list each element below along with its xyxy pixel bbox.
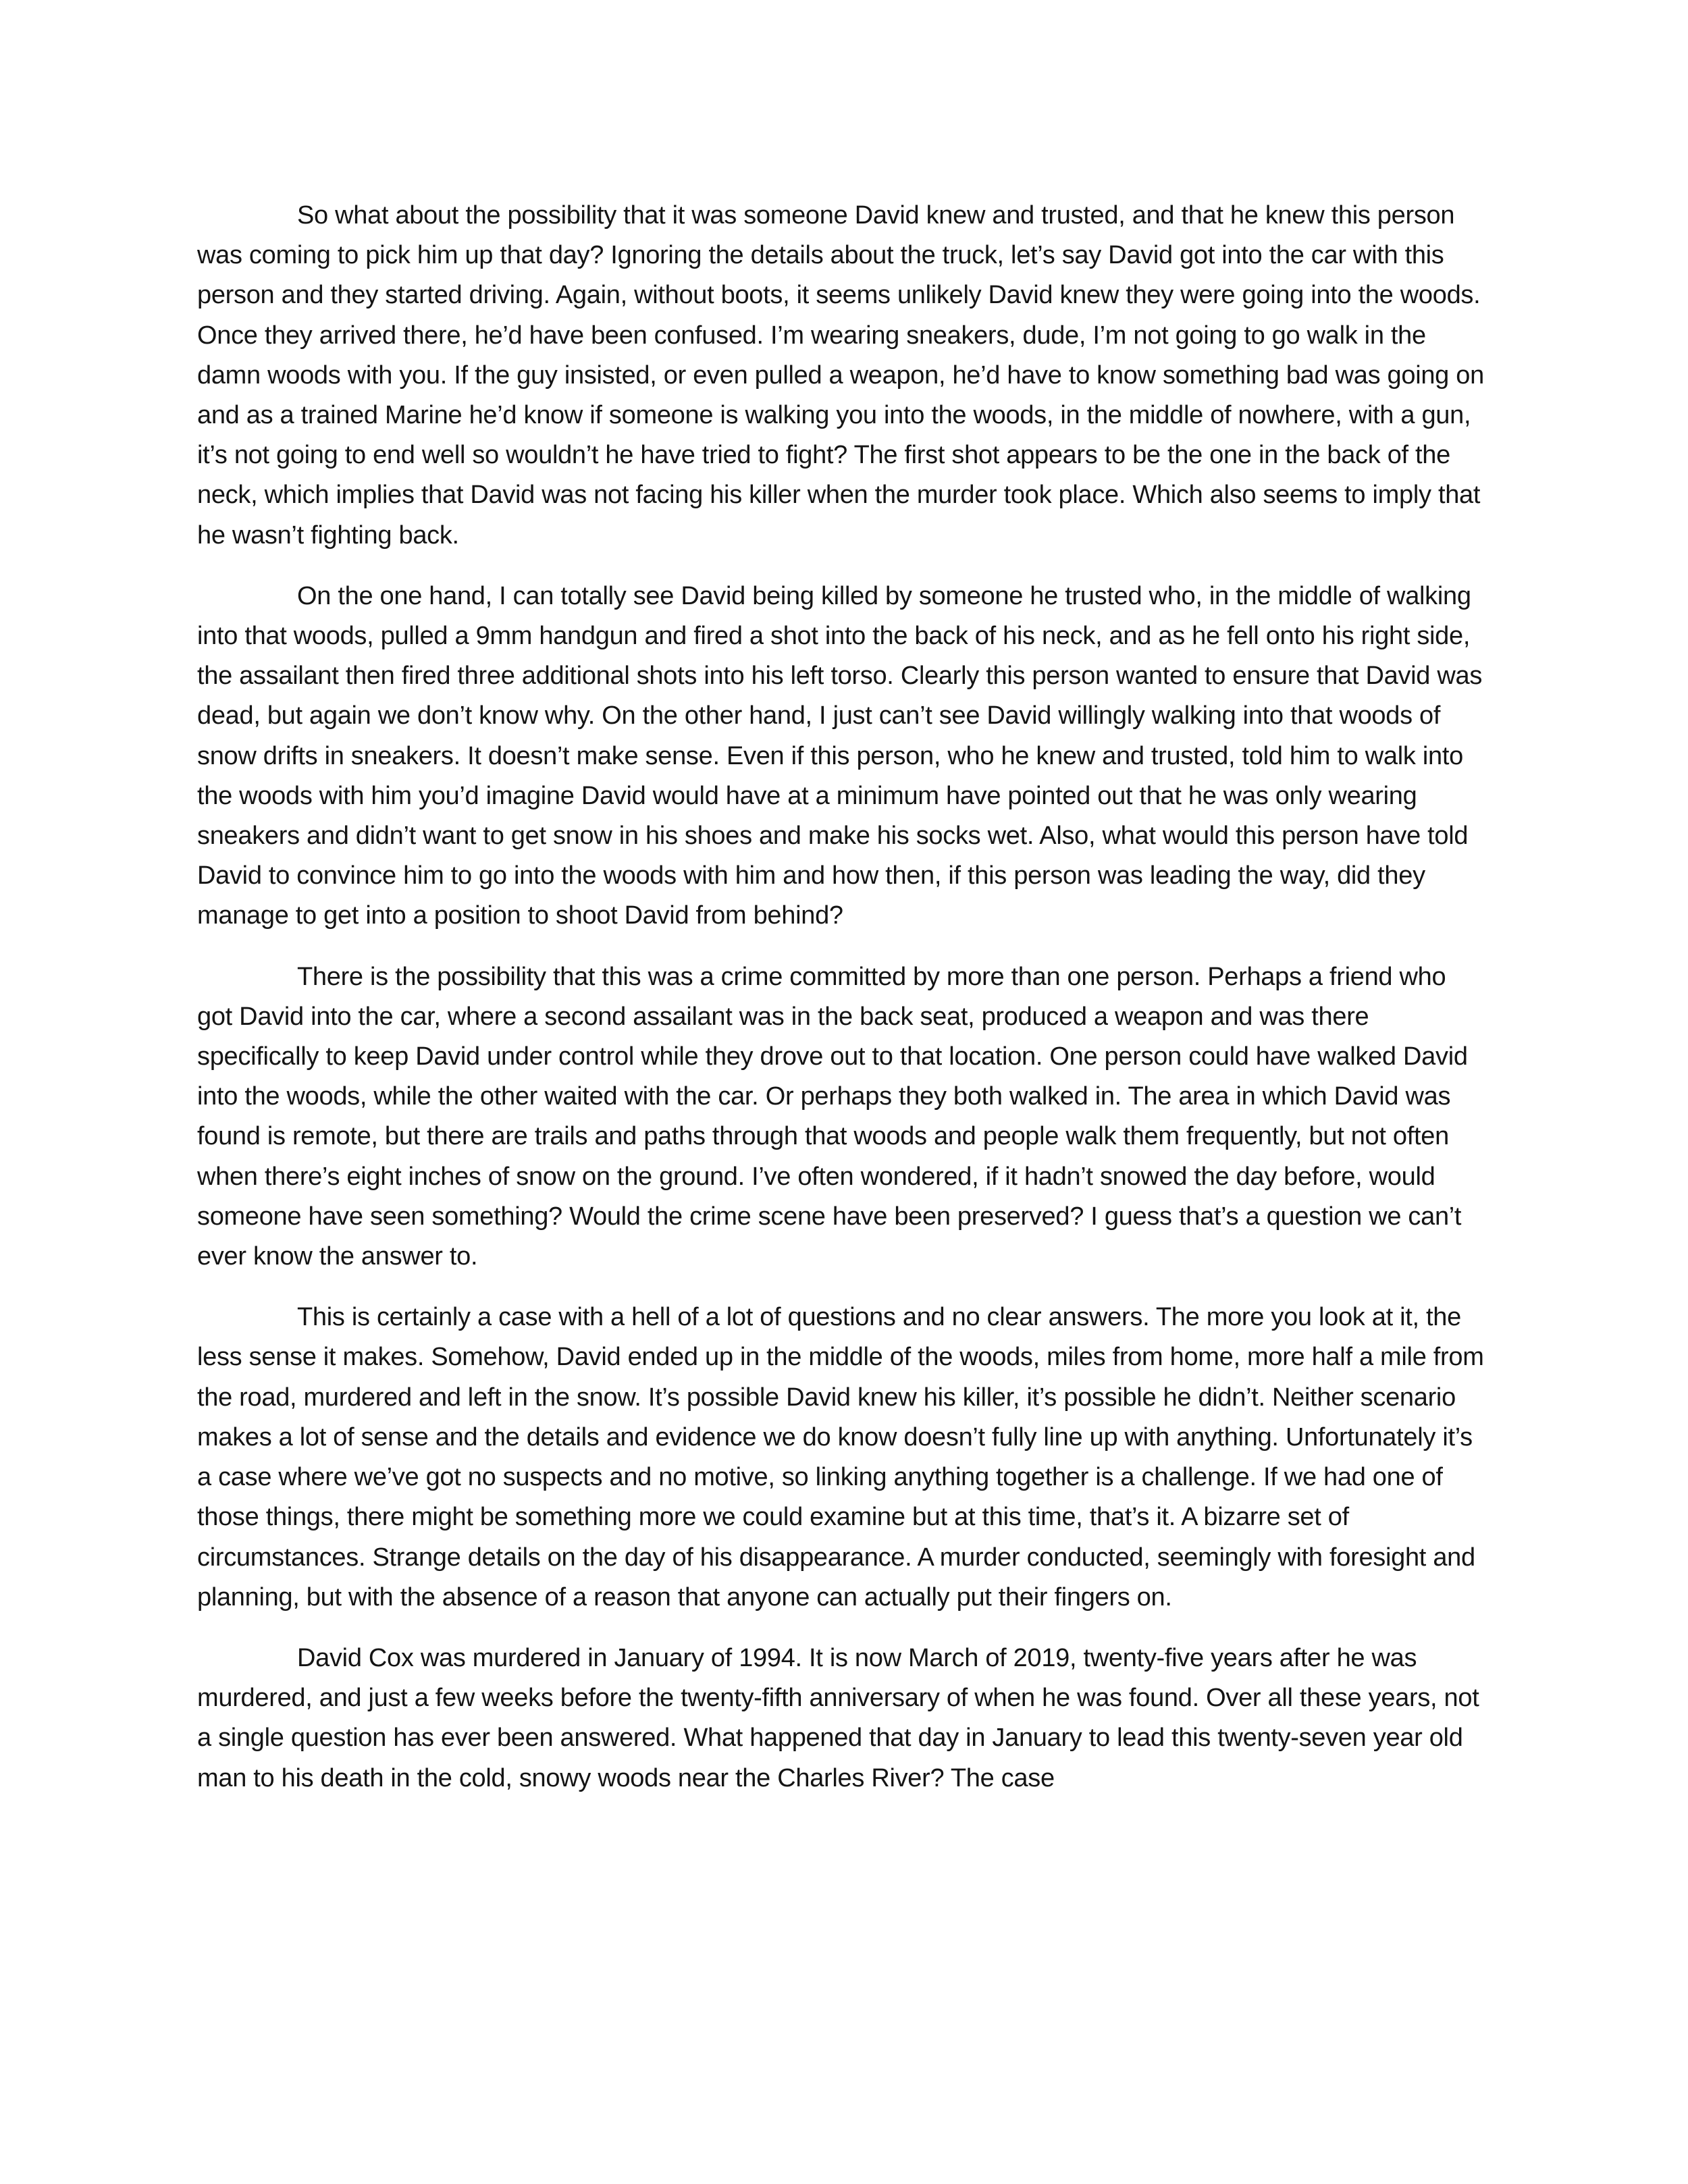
- paragraph: So what about the possibility that it was someone David knew and trusted, and that he knew this person was coming to pick him up that day? Ignoring the details about the truck, let’s say David got into the car with this person and they started driving. Again, without boots, it seems unlikely David knew they were going into the woods. Once they arrived there, he’d have been confused. I’m wearing sneakers, dude, I’m not going to go walk in the damn woods with you. If the guy insisted, or even pulled a weapon, he’d have to know something bad was going on and as a trained Marine he’d know if someone is walking you into the woods, in the middle of nowhere, with a gun, it’s not going to end well so wouldn’t he have tried to fight? The first shot appears to be the one in the back of the neck, which implies that David was not facing his killer when the murder took place. Which also seems to imply that he wasn’t fighting back.: [197, 201, 1484, 550]
- paragraph: There is the possibility that this was a crime committed by more than one person. Perhaps a friend who got David into the car, where a second assailant was in the back seat, produced a weapon and was there specifically to keep David under control while they drove out to that location. One person could have walked David into the woods, while the other waited with the car. Or perhaps they both walked in. The area in which David was found is remote, but there are trails and paths through that woods and people walk them frequently, but not often when there’s eight inches of snow on the ground. I’ve often wondered, if it hadn’t snowed the day before, would someone have seen something? Would the crime scene have been preserved? I guess that’s a question we can’t ever know the answer to.: [197, 962, 1468, 1271]
- paragraph: David Cox was murdered in January of 1994. It is now March of 2019, twenty-five years after he was murdered, and just a few weeks before the twenty-fifth anniversary of when he was found. Over all these years, not a single question has ever been answered. What happened that day in January to lead this twenty-seven year old man to his death in the cold, snowy woods near the Charles River? The case: [197, 1643, 1479, 1792]
- text-body: [197, 196, 1487, 1799]
- paragraph: On the one hand, I can totally see David being killed by someone he trusted who, in the middle of walking into that woods, pulled a 9mm handgun and fired a shot into the back of his neck, and as he fell onto his right side, the assailant then fired three additional shots into his left torso. Clearly this person wanted to ensure that David was dead, but again we don’t know why. On the other hand, I just can’t see David willingly walking into that woods of snow drifts in sneakers. It doesn’t make sense. Even if this person, who he knew and trusted, told him to walk into the woods with him you’d imagine David would have at a minimum have pointed out that he was only wearing sneakers and didn’t want to get snow in his shoes and make his socks wet. Also, what would this person have told David to convince him to go into the woods with him and how then, if this person was leading the way, did they manage to get into a position to shoot David from behind?: [197, 581, 1483, 930]
- paragraph: This is certainly a case with a hell of a lot of questions and no clear answers. The more you look at it, the less sense it makes. Somehow, David ended up in the middle of the woods, miles from home, more half a mile from the road, murdered and left in the snow. It’s possible David knew his killer, it’s possible he didn’t. Neither scenario makes a lot of sense and the details and evidence we do know doesn’t fully line up with anything. Unfortunately it’s a case where we’ve got no suspects and no motive, so linking anything together is a challenge. If we had one of those things, there might be something more we could examine but at this time, that’s it. A bizarre set of circumstances. Strange details on the day of his disappearance. A murder conducted, seemingly with foresight and planning, but with the absence of a reason that anyone can actually put their fingers on.: [197, 1303, 1484, 1612]
